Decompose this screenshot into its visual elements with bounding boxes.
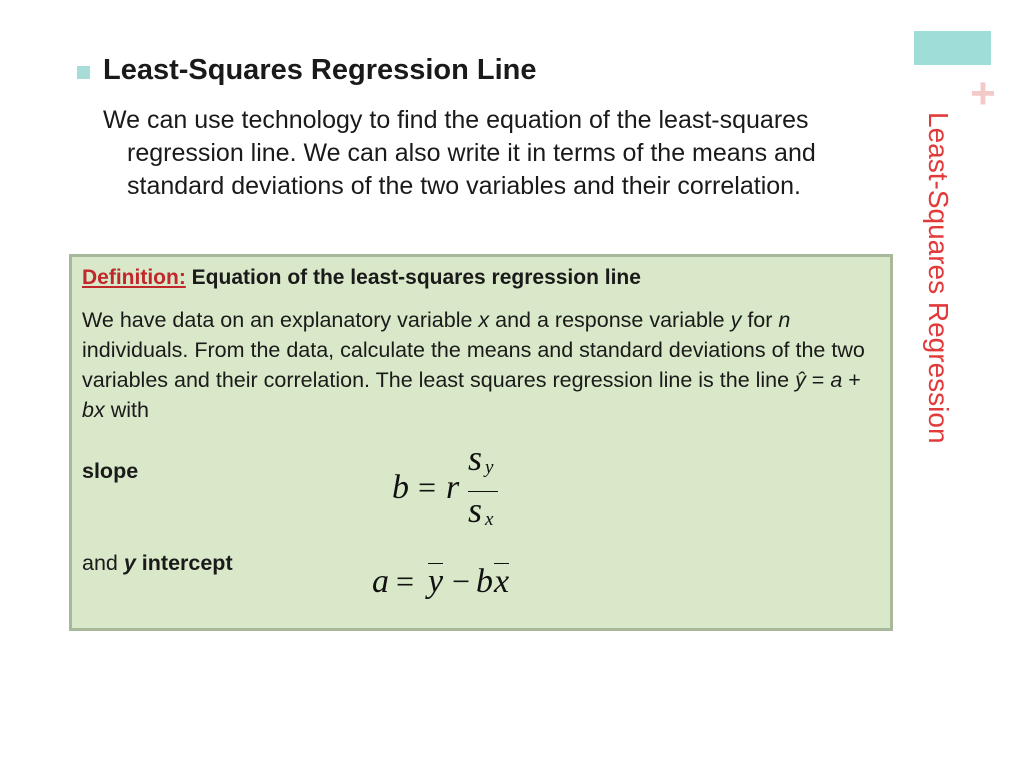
body-text: for: [741, 308, 779, 332]
formula-num-sub: y: [485, 457, 494, 478]
body-var-a: a: [830, 368, 843, 392]
formula-ybar: y: [428, 563, 444, 600]
intercept-prefix: and: [82, 551, 124, 575]
formula-b2: b: [476, 563, 493, 600]
body-text: We have data on an explanatory variable: [82, 308, 479, 332]
intro-paragraph: We can use technology to find the equation of the least-squares regression line. We can also write it in terms of the means and standard deviations of the two variables and their correlation.: [103, 106, 816, 200]
body-var-x: x: [478, 308, 490, 332]
intercept-label: [82, 551, 233, 576]
bullet-icon: [77, 66, 90, 79]
definition-body: [82, 305, 882, 425]
body-var-n: n: [778, 308, 791, 332]
intercept-formula: [372, 563, 532, 603]
slope-label: slope: [82, 459, 139, 483]
body-text: +: [842, 368, 861, 392]
formula-r: r: [446, 469, 460, 506]
formula-minus: −: [452, 563, 471, 599]
formula-equals-2: =: [396, 563, 415, 599]
formula-num-s: s: [468, 438, 483, 478]
formula-den-sub: x: [485, 509, 494, 530]
definition-box: [69, 254, 893, 631]
plus-icon: +: [970, 69, 996, 118]
formula-den-s: s: [468, 490, 483, 530]
definition-label: Definition:: [82, 266, 186, 289]
formula-equals: =: [418, 469, 437, 505]
body-var-bx: bx: [82, 398, 105, 422]
definition-title-text: Equation of the least-squares regression line: [191, 266, 641, 289]
body-text: with: [104, 398, 149, 422]
slide-heading: Least-Squares Regression Line: [103, 54, 537, 86]
side-title: Least-Squares Regression: [923, 112, 954, 444]
intercept-suffix: intercept: [135, 551, 233, 575]
slope-formula: [392, 438, 532, 533]
definition-title: [82, 266, 641, 290]
body-text: individuals. From the data, calculate the means and standard deviations of the two variables and their correlation. The least squares regression line is the line: [82, 338, 865, 392]
formula-a: a: [372, 563, 389, 600]
formula-xbar: x: [494, 563, 510, 600]
corner-accent-block: [914, 31, 991, 65]
body-var-y: y: [730, 308, 742, 332]
formula-b: b: [392, 469, 409, 506]
body-text: =: [805, 368, 831, 392]
intercept-var: y: [123, 551, 136, 575]
body-var-yhat: ŷ: [795, 368, 806, 392]
body-text: and a response variable: [489, 308, 731, 332]
